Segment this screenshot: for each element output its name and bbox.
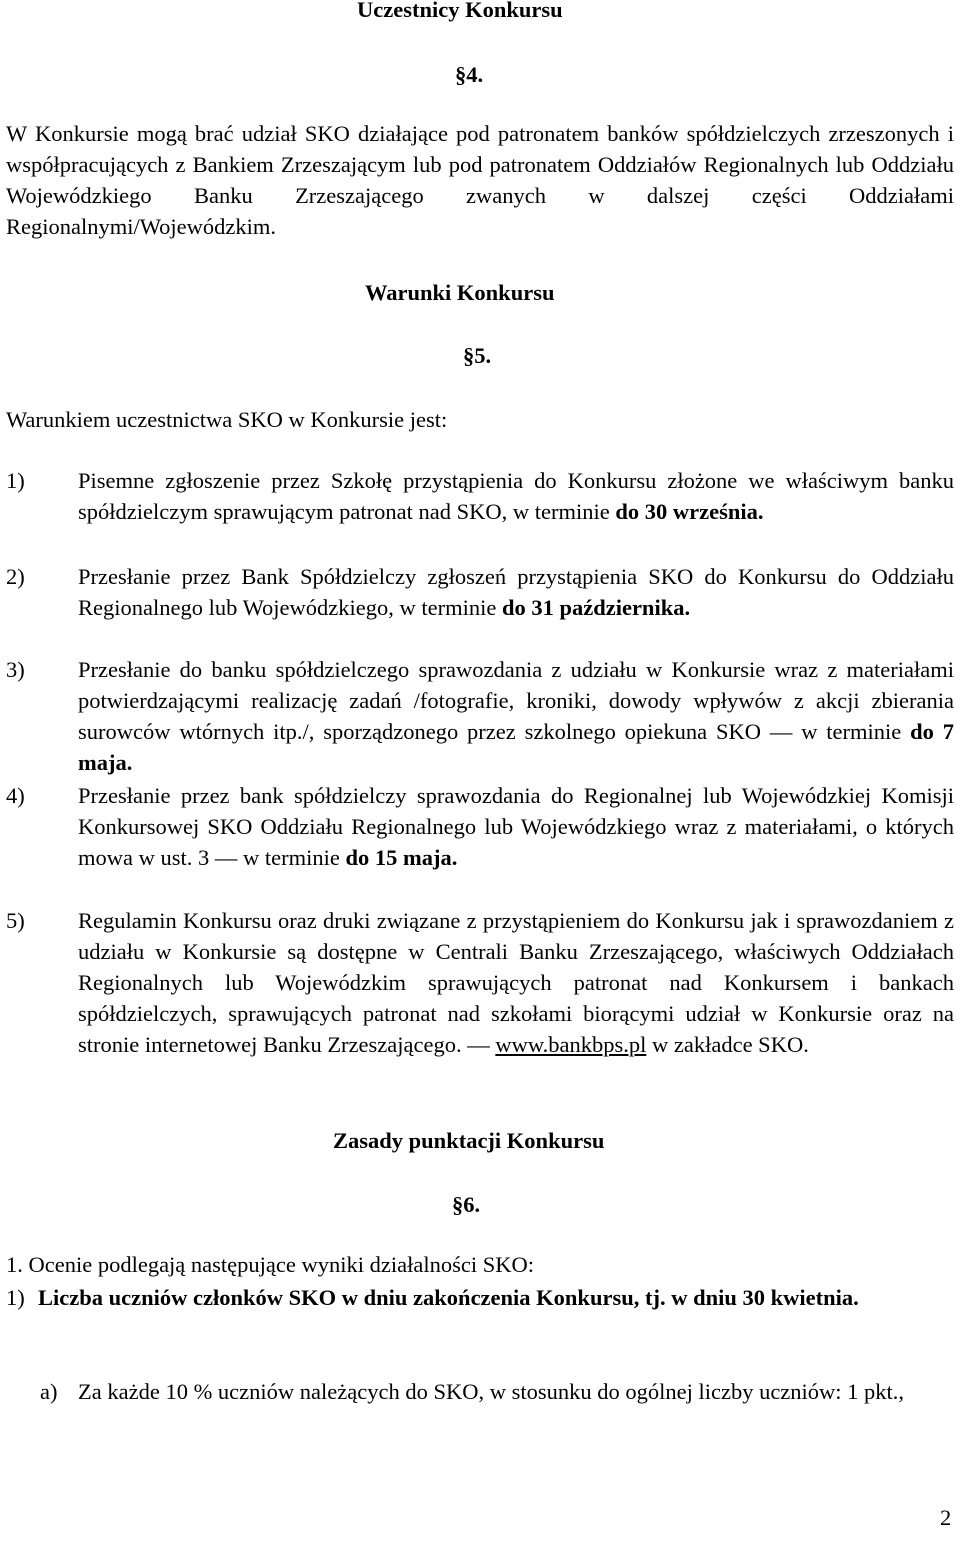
condition-item-4 [6, 780, 954, 873]
item-text: Liczba uczniów członków SKO w dniu zakończenia Konkursu, tj. w dniu 30 kwietnia. [38, 1285, 859, 1310]
section4-paragraph: W Konkursie mogą brać udział SKO działające pod patronatem banków spółdzielczych zrzeszonych i współpracujących z Bankiem Zrzeszającym lub pod patronatem Oddziałów Regionalnych lub Oddziału Wojewódzkiego Banku Zrzeszającego zwanych w dalszej części Oddziałami Regionalnymi/Wojewódzkim. [6, 121, 954, 239]
item-number: 5) [6, 908, 25, 933]
item-text: Za każde 10 % uczniów należących do SKO, w stosunku do ogólnej liczby uczniów: 1 pkt., [78, 1379, 905, 1404]
website-link[interactable]: www.bankbps.pl [495, 1032, 647, 1057]
scoring-item-a [40, 1376, 956, 1407]
scoring-item-1 [6, 1282, 956, 1313]
section-number-6: §6. [452, 1192, 481, 1217]
item-letter: a) [40, 1379, 58, 1404]
section-number-4: §4. [455, 62, 484, 87]
page-number: 2 [940, 1505, 952, 1530]
item-number: 2) [6, 564, 25, 589]
item-text: Przesłanie przez bank spółdzielczy sprawozdania do Regionalnej lub Wojewódzkiej Komisji Konkursowej SKO Oddziału Regionalnego lub Wojewódzkiego wraz z materiałami, o których mowa w ust. 3 — w terminie do 15 maja. [78, 783, 954, 870]
item-number: 4) [6, 783, 25, 808]
deadline: do 31 października. [501, 595, 691, 620]
condition-item-2 [6, 561, 954, 623]
condition-item-5 [6, 905, 954, 1060]
item-text: Pisemne zgłoszenie przez Szkołę przystąpienia do Konkursu złożone we właściwym banku spółdzielczym sprawującym patronat nad SKO, w terminie do 30 września. [78, 468, 954, 524]
section5-intro: Warunkiem uczestnictwa SKO w Konkursie jest: [6, 407, 448, 432]
section-number-5: §5. [463, 343, 492, 368]
condition-item-1 [6, 465, 954, 527]
section6-intro: 1. Ocenie podlegają następujące wyniki działalności SKO: [6, 1252, 534, 1277]
deadline: do 15 maja. [345, 845, 458, 870]
section-title-participants: Uczestnicy Konkursu [357, 0, 563, 22]
item-text: Przesłanie do banku spółdzielczego sprawozdania z udziału w Konkursie wraz z materiałami potwierdzającymi realizację zadań /fotografie, kroniki, dowody wpływów z akcji zbierania surowców wtórnych itp./, sporządzonego przez szkolnego opiekuna SKO — w terminie do 7 maja. [78, 657, 954, 775]
deadline: do 7 maja. [78, 719, 954, 775]
item-number: 1) [6, 468, 25, 493]
section-title-scoring: Zasady punktacji Konkursu [333, 1128, 605, 1153]
item-text: Regulamin Konkursu oraz druki związane z przystąpieniem do Konkursu jak i sprawozdaniem z udziału w Konkursie są dostępne w Centrali Banku Zrzeszającego, właściwych Oddziałach Regionalnych lub Wojewódzkim sprawujących patronat nad Konkursem i bankach spółdzielczych, sprawujących patronat nad szkołami biorącymi udział w Konkursie oraz na stronie internetowej Banku Zrzeszającego. — www.bankbps.pl w zakładce SKO. [78, 908, 954, 1057]
item-text: Przesłanie przez Bank Spółdzielczy zgłoszeń przystąpienia SKO do Konkursu do Oddziału Regionalnego lub Wojewódzkiego, w terminie do 31 października. [78, 564, 954, 620]
item-number: 3) [6, 657, 25, 682]
deadline: do 30 września. [615, 499, 764, 524]
section-title-conditions: Warunki Konkursu [365, 280, 555, 305]
condition-item-3 [6, 654, 954, 778]
item-number: 1) [6, 1285, 25, 1310]
